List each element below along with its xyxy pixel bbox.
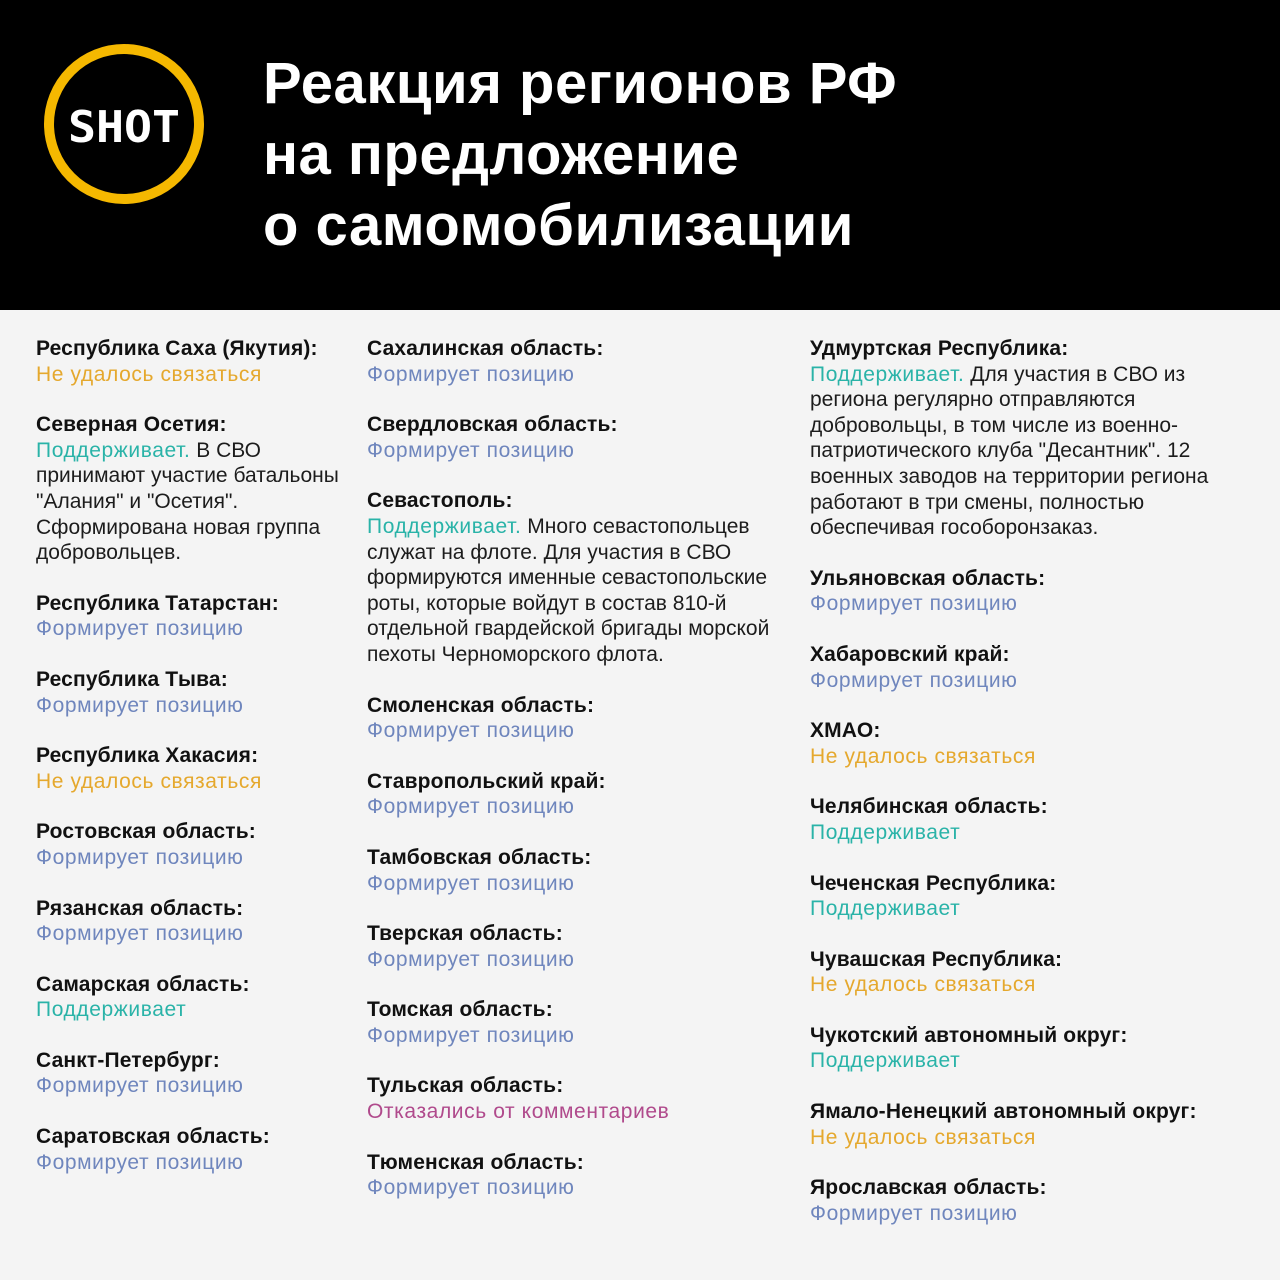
region-name: Ульяновская область: — [810, 566, 1046, 590]
region-entry — [810, 794, 1260, 845]
region-response — [367, 362, 787, 388]
region-entry — [810, 871, 1260, 922]
region-name: Севастополь: — [367, 489, 513, 513]
region-entry — [810, 718, 1260, 769]
region-status: Формирует позицию — [36, 617, 244, 641]
region-status: Формирует позицию — [36, 922, 244, 946]
shot-logo — [40, 40, 208, 208]
region-name: Челябинская область: — [810, 795, 1048, 819]
region-entry — [36, 896, 356, 947]
region-name: Республика Татарстан: — [36, 591, 279, 615]
region-status: Формирует позицию — [810, 592, 1018, 616]
region-name: Самарская область: — [36, 972, 250, 996]
region-entry — [367, 1073, 787, 1124]
region-status: Не удалось связаться — [810, 744, 1036, 768]
title-line: о самомобилизации — [263, 193, 854, 258]
region-entry — [367, 769, 787, 820]
region-entry — [36, 972, 356, 1023]
region-status: Формирует позицию — [367, 719, 575, 743]
region-status: Поддерживает. — [810, 362, 965, 386]
region-name: Республика Хакасия: — [36, 744, 259, 768]
region-status: Не удалось связаться — [810, 973, 1036, 997]
region-name: Чеченская Республика: — [810, 871, 1057, 895]
region-response — [36, 845, 356, 871]
region-status: Формирует позицию — [367, 1023, 575, 1047]
region-response — [810, 972, 1260, 998]
region-status: Формирует позицию — [367, 438, 575, 462]
column-1 — [36, 336, 356, 1200]
region-response — [367, 438, 787, 464]
region-entry — [367, 488, 787, 667]
region-entry — [36, 1124, 356, 1175]
region-status: Формирует позицию — [367, 947, 575, 971]
header-banner — [0, 0, 1280, 310]
region-status: Поддерживает. — [367, 514, 522, 538]
region-name: Сахалинская область: — [367, 337, 604, 360]
region-name: Чукотский автономный округ: — [810, 1023, 1128, 1047]
region-note: В СВО принимают участие батальоны "Алания" и "Осетия". Сформирована новая группа добровольцев. — [36, 438, 339, 565]
region-name: ХМАО: — [810, 719, 881, 743]
region-entry — [36, 1048, 356, 1099]
region-status: Формирует позицию — [367, 795, 575, 819]
region-response — [367, 514, 787, 668]
region-entry — [36, 412, 356, 566]
region-name: Смоленская область: — [367, 693, 595, 717]
region-entry — [810, 1099, 1260, 1150]
region-response — [810, 744, 1260, 770]
region-response — [810, 1201, 1260, 1227]
region-status: Формирует позицию — [36, 693, 244, 717]
region-name: Чувашская Республика: — [810, 947, 1063, 971]
region-name: Тюменская область: — [367, 1150, 584, 1174]
region-name: Свердловская область: — [367, 413, 618, 437]
region-name: Санкт-Петербург: — [36, 1048, 220, 1072]
title-line: на предложение — [263, 122, 740, 187]
region-name: Ростовская область: — [36, 820, 256, 844]
region-status: Формирует позицию — [36, 845, 244, 869]
column-2 — [367, 336, 787, 1226]
region-status: Поддерживает. — [36, 438, 191, 462]
region-entry — [367, 412, 787, 463]
region-status: Формирует позицию — [36, 1150, 244, 1174]
region-entry — [367, 845, 787, 896]
region-status: Формирует позицию — [810, 668, 1018, 692]
column-3 — [810, 336, 1260, 1251]
region-response — [367, 1175, 787, 1201]
region-status: Не удалось связаться — [36, 362, 262, 386]
region-name: Тульская область: — [367, 1074, 564, 1098]
region-entry — [36, 336, 356, 387]
region-response — [810, 1125, 1260, 1151]
region-status: Поддерживает — [810, 897, 961, 921]
region-name: Республика Саха (Якутия): — [36, 337, 318, 360]
region-response — [367, 1023, 787, 1049]
region-response — [36, 997, 356, 1023]
region-response — [36, 438, 356, 566]
region-response — [36, 616, 356, 642]
regions-list — [0, 310, 1280, 1280]
region-response — [367, 947, 787, 973]
region-status: Не удалось связаться — [810, 1125, 1036, 1149]
region-name: Томская область: — [367, 998, 553, 1022]
region-entry — [810, 947, 1260, 998]
region-entry — [810, 566, 1260, 617]
region-entry — [36, 819, 356, 870]
region-entry — [367, 336, 787, 387]
region-note: Для участия в СВО из региона регулярно отправляются добровольцы, в том числе из военно-патриотического клуба "Десантник". 12 военных заводов на территории региона работают в три смены, полностью обеспечивая гособоронзаказ. — [810, 362, 1209, 540]
region-status: Поддерживает — [36, 998, 187, 1022]
region-response — [367, 718, 787, 744]
region-response — [36, 769, 356, 795]
region-name: Саратовская область: — [36, 1125, 270, 1149]
region-status: Формирует позицию — [367, 362, 575, 386]
region-entry — [36, 667, 356, 718]
region-status: Формирует позицию — [367, 1176, 575, 1200]
region-name: Северная Осетия: — [36, 413, 227, 437]
region-name: Хабаровский край: — [810, 642, 1010, 666]
region-response — [810, 1048, 1260, 1074]
region-response — [810, 896, 1260, 922]
region-name: Рязанская область: — [36, 896, 244, 920]
region-entry — [367, 1150, 787, 1201]
region-entry — [810, 1023, 1260, 1074]
region-name: Ямало-Ненецкий автономный округ: — [810, 1100, 1197, 1124]
region-entry — [810, 1175, 1260, 1226]
region-response — [36, 1073, 356, 1099]
region-entry — [367, 921, 787, 972]
region-response — [36, 693, 356, 719]
title-line: Реакция регионов РФ — [263, 51, 898, 116]
region-response — [367, 794, 787, 820]
region-status: Не удалось связаться — [36, 769, 262, 793]
region-response — [367, 871, 787, 897]
region-status: Формирует позицию — [367, 871, 575, 895]
region-status: Отказались от комментариев — [367, 1100, 670, 1124]
region-name: Республика Тыва: — [36, 667, 228, 691]
region-entry — [36, 591, 356, 642]
region-status: Поддерживает — [810, 1049, 961, 1073]
region-entry — [36, 743, 356, 794]
region-entry — [810, 642, 1260, 693]
region-note: Много севастопольцев служат на флоте. Для участия в СВО формируются именные севастопольские роты, которые войдут в состав 810-й отдельной гвардейской бригады морской пехоты Черноморского флота. — [367, 514, 770, 666]
region-status: Формирует позицию — [36, 1074, 244, 1098]
region-response — [36, 362, 356, 388]
region-name: Ярославская область: — [810, 1176, 1047, 1200]
region-response — [367, 1099, 787, 1125]
region-name: Удмуртская Республика: — [810, 337, 1069, 360]
region-response — [810, 591, 1260, 617]
region-response — [810, 668, 1260, 694]
region-status: Формирует позицию — [810, 1201, 1018, 1225]
page-title — [263, 48, 1223, 261]
region-name: Тамбовская область: — [367, 845, 592, 869]
region-entry — [810, 336, 1260, 541]
region-entry — [367, 693, 787, 744]
region-response — [36, 1150, 356, 1176]
region-entry — [367, 997, 787, 1048]
region-name: Тверская область: — [367, 922, 563, 946]
region-response — [36, 921, 356, 947]
region-response — [810, 820, 1260, 846]
region-status: Поддерживает — [810, 820, 961, 844]
region-response — [810, 362, 1260, 541]
region-name: Ставропольский край: — [367, 769, 606, 793]
logo-text: SHOT — [68, 102, 180, 153]
